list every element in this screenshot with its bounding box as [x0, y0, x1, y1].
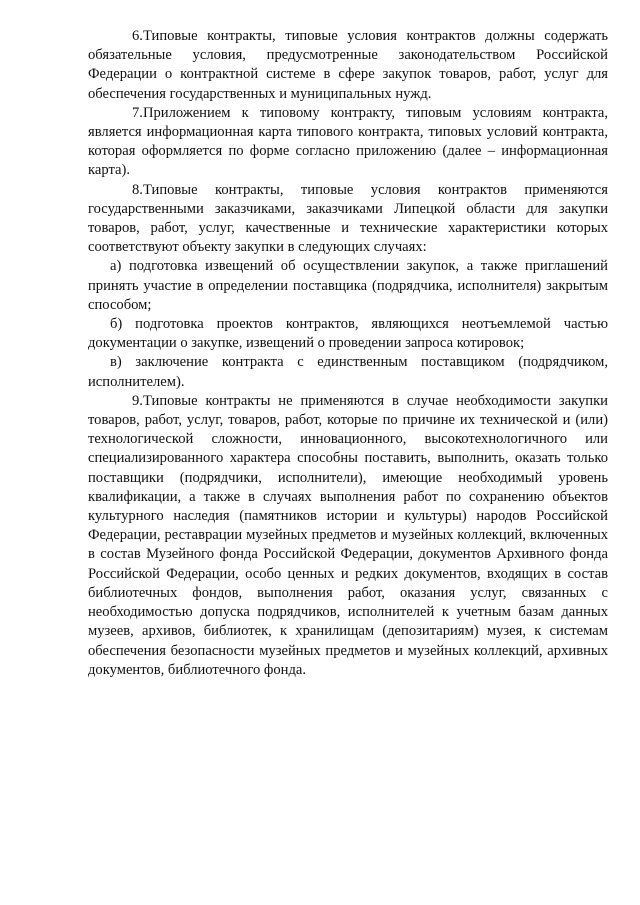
subitem-v: [88, 353, 608, 391]
paragraph-8: [88, 181, 608, 258]
subitem-text: а) подготовка извещений об осуществлении закупок, а также приглашений принять участие в определении поставщика (подрядчика, исполнителя) закрытым способом;: [88, 258, 608, 313]
paragraph-number: 8.: [132, 181, 143, 198]
paragraph-number: 7.: [132, 104, 143, 121]
paragraph-number: 6.: [132, 28, 143, 44]
subitem-text: б) подготовка проектов контрактов, являющихся неотъемлемой частью документации о закупке, извещений о проведении запроса котировок;: [88, 316, 608, 352]
paragraph-text: Типовые контракты не применяются в случае необходимости закупки товаров, работ, услуг, товаров, работ, которые по причине их технической и (или) технологической сложности, инновационного, высокотехнологичного или специализированного характера способны поставить, выполнить, оказать только поставщики (подрядчики, исполнители), имеющие необходимый уровень квалификации, а также в случаях выполнения работ по сохранению объектов культурного наследия (памятников истории и культуры) народов Российской Федерации, реставрации музейных предметов и музейных коллекций, включенных в состав Музейного фонда Российской Федерации, документов Архивного фонда Российской Федерации, особо ценных и редких документов, входящих в состав библиотечных фондов, выполнения работ, оказания услуг, связанных с необходимостью допуска подрядчиков, исполнителей к учетным базам данных музеев, архивов, библиотек, к хранилищам (депозитариям) музея, к системам обеспечения безопасности музейных предметов и музейных коллекций, архивных документов, библиотечного фонда.: [88, 392, 608, 678]
paragraph-number: 9.: [132, 392, 143, 409]
subitem-a: [88, 257, 608, 315]
paragraph-text: Типовые контракты, типовые условия контрактов применяются государственными заказчиками, заказчиками Липецкой области для закупки товаров, работ, услуг, качественные и технические характеристики которых соответствуют объекту закупки в следующих случаях:: [88, 181, 608, 256]
paragraph-6: [88, 27, 608, 104]
document-page: [88, 27, 608, 680]
paragraph-text: Типовые контракты, типовые условия контрактов должны содержать обязательные условия, предусмотренные законодательством Российской Федерации о контрактной системе в сфере закупок товаров, работ, услуг для обеспечения государственных и муниципальных нужд.: [88, 28, 608, 102]
paragraph-9: [88, 392, 608, 680]
paragraph-7: [88, 104, 608, 181]
paragraph-text: Приложением к типовому контракту, типовым условиям контракта, является информационная карта типового контракта, типовых условий контракта, которая оформляется по форме согласно приложению (далее – информационная карта).: [88, 104, 608, 179]
subitem-text: в) заключение контракта с единственным поставщиком (подрядчиком, исполнителем).: [88, 354, 608, 390]
subitem-b: [88, 315, 608, 353]
